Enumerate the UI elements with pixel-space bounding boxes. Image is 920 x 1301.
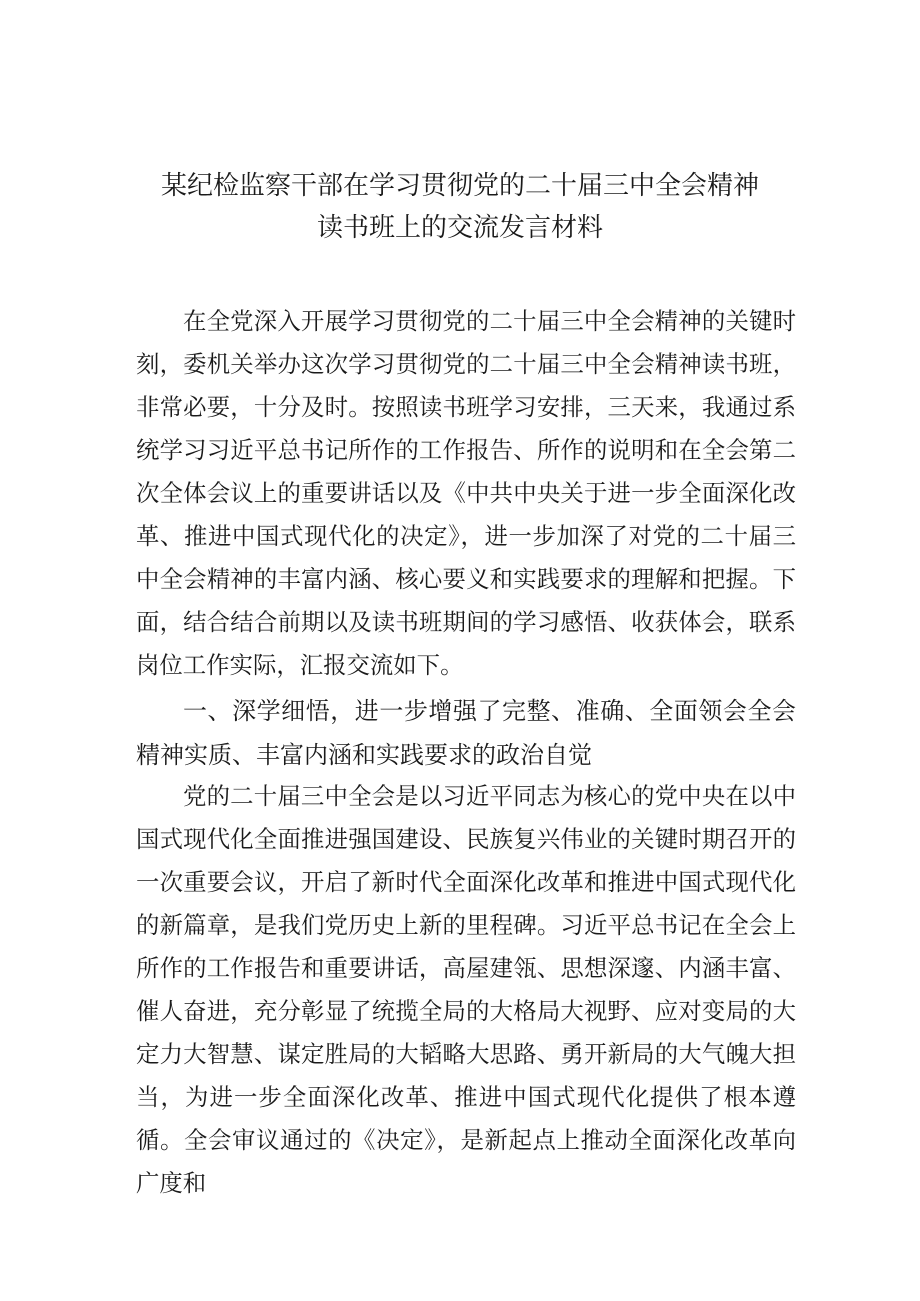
section-heading-1: 一、深学细悟，进一步增强了完整、准确、全面领会全会精神实质、丰富内涵和实践要求的政治自觉 [136, 697, 796, 769]
intro-paragraph: 在全党深入开展学习贯彻党的二十届三中全会精神的关键时刻，委机关举办这次学习贯彻党的二十届三中全会精神读书班，非常必要，十分及时。按照读书班学习安排，三天来，我通过系统学习习近平总书记所作的工作报告、所作的说明和在全会第二次全体会议上的重要讲话以及《中共中央关于进一步全面深化改革、推进中国式现代化的决定》，进一步加深了对党的二十届三中全会精神的丰富内涵、核心要义和实践要求的理解和把握。下面，结合结合前期以及读书班期间的学习感悟、收获体会，联系岗位工作实际，汇报交流如下。 [136, 307, 796, 679]
section-1-paragraph: 党的二十届三中全会是以习近平同志为核心的党中央在以中国式现代化全面推进强国建设、民族复兴伟业的关键时期召开的一次重要会议，开启了新时代全面深化改革和推进中国式现代化的新篇章，是我们党历史上新的里程碑。习近平总书记在全会上所作的工作报告和重要讲话，高屋建瓴、思想深邃、内涵丰富、催人奋进，充分彰显了统揽全局的大格局大视野、应对变局的大定力大智慧、谋定胜局的大韬略大思路、勇开新局的大气魄大担当，为进一步全面深化改革、推进中国式现代化提供了根本遵循。全会审议通过的《决定》，是新起点上推动全面深化改革向广度和 [136, 782, 796, 1197]
document-title-line-2: 读书班上的交流发言材料 [316, 213, 603, 243]
document-title-line-1: 某纪检监察干部在学习贯彻党的二十届三中全会精神 [160, 171, 759, 201]
